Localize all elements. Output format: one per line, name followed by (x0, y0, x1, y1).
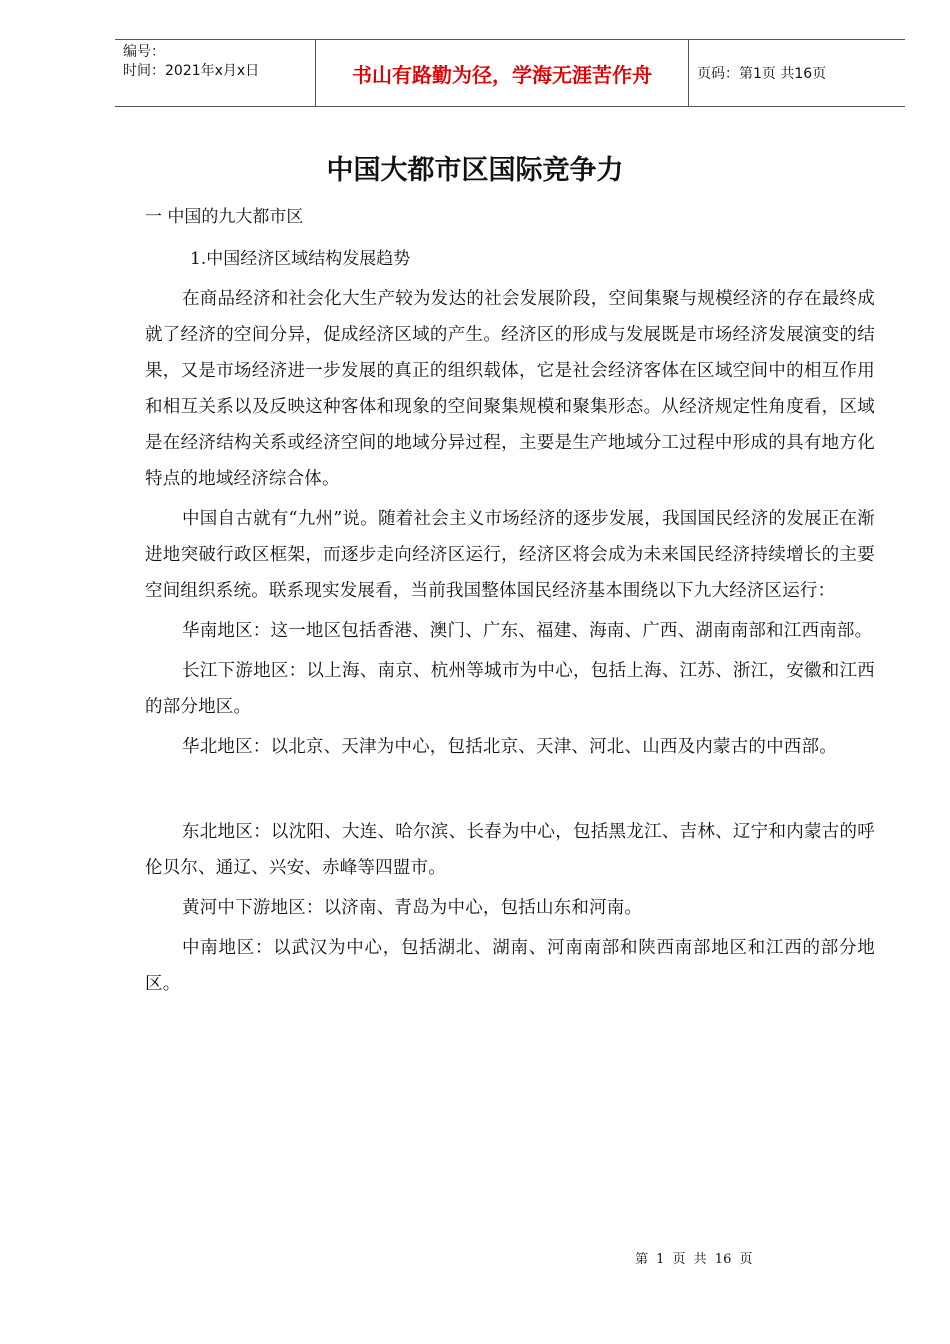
document-title: 中国大都市区国际竞争力 (326, 155, 624, 186)
header-motto: 书山有路勤为径，学海无涯苦作舟 (316, 40, 689, 106)
paragraph: 华北地区：以北京、天津为中心，包括北京、天津、河北、山西及内蒙古的中西部。 (182, 737, 837, 757)
document-number-label: 编号： (123, 44, 165, 60)
document-body (145, 205, 875, 1002)
header-meta-cell (115, 40, 316, 106)
paragraph: 中南地区：以武汉为中心，包括湖北、湖南、河南南部和陕西南部地区和江西的部分地区。 (145, 938, 875, 994)
paragraph: 在商品经济和社会化大生产较为发达的社会发展阶段，空间集聚与规模经济的存在最终成就了经济的空间分异，促成经济区域的产生。经济区的形成与发展既是市场经济发展演变的结果，又是市场经济进一步发展的真正的组织载体，它是社会经济客体在区域空间中的相互作用和相互关系以及反映这种客体和现象的空间聚集规模和聚集形态。从经济规定性角度看，区域是在经济结构关系或经济空间的地域分异过程，主要是生产地域分工过程中形成的具有地方化特点的地域经济综合体。 (145, 289, 875, 489)
paragraph: 华南地区：这一地区包括香港、澳门、广东、福建、海南、广西、湖南南部和江西南部。 (182, 621, 873, 641)
paragraph: 中国自古就有“九州”说。随着社会主义市场经济的逐步发展，我国国民经济的发展正在渐进地突破行政区框架，而逐步走向经济区运行，经济区将会成为未来国民经济持续增长的主要空间组织系统。联系现实发展看，当前我国整体国民经济基本围绕以下九大经济区运行： (145, 509, 875, 601)
header-page-info: 页码：第1页 共16页 (697, 66, 827, 82)
paragraph: 东北地区：以沈阳、大连、哈尔滨、长春为中心，包括黑龙江、吉林、辽宁和内蒙古的呼伦贝尔、通辽、兴安、赤峰等四盟市。 (145, 822, 875, 878)
page-footer: 第 1 页 共 16 页 (635, 1252, 753, 1267)
paragraph: 长江下游地区：以上海、南京、杭州等城市为中心，包括上海、江苏、浙江，安徽和江西的部分地区。 (145, 661, 875, 717)
blank-spacer (145, 765, 875, 810)
paragraph: 黄河中下游地区：以济南、青岛为中心，包括山东和河南。 (182, 898, 643, 918)
subsection-heading: 1.中国经济区域结构发展趋势 (190, 249, 411, 269)
section-heading: 一 中国的九大都市区 (145, 207, 304, 227)
document-time-label: 时间：2021年x月x日 (123, 63, 260, 79)
document-header (115, 39, 905, 107)
